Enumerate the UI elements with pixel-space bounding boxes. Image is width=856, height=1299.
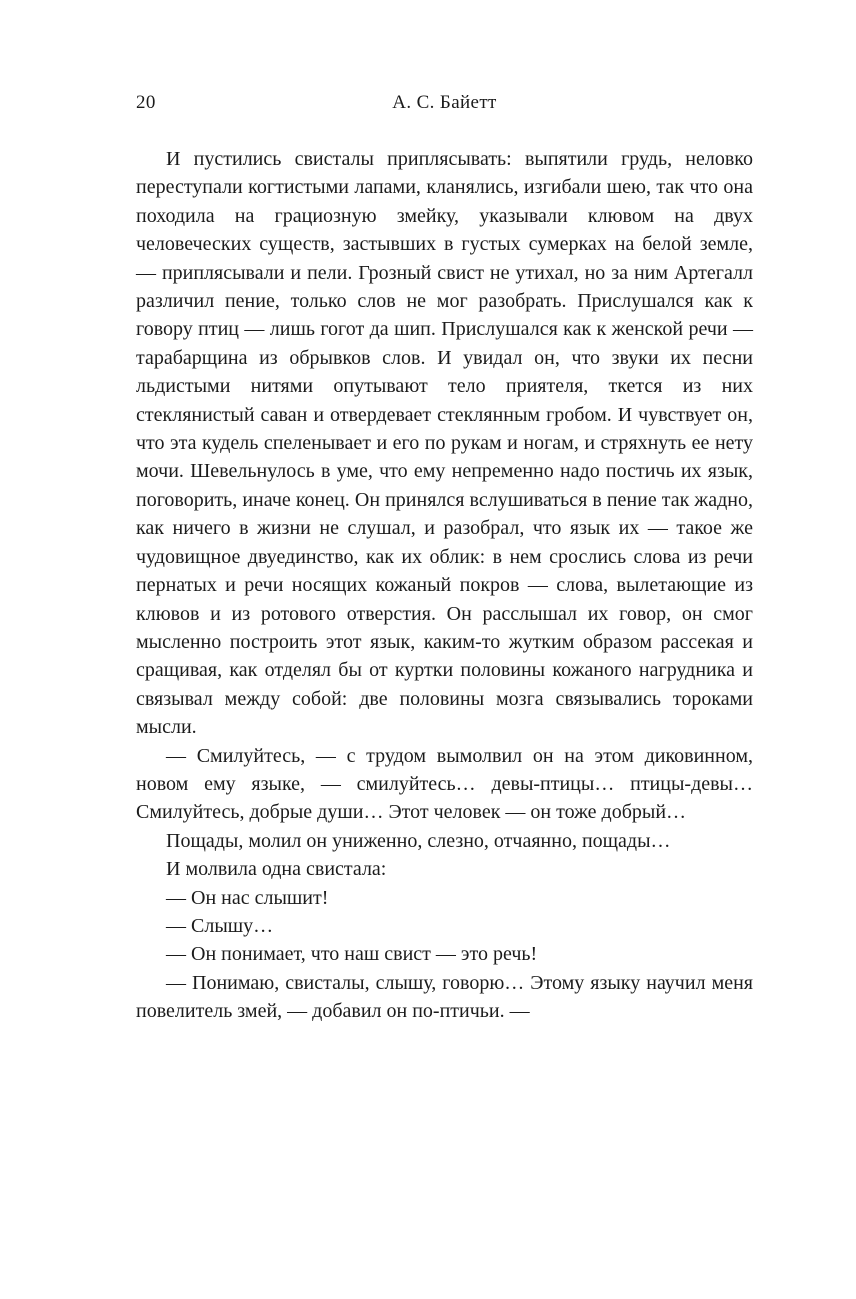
paragraph-dialog: — Смилуйтесь, — с трудом вымолвил он на этом диковинном, новом ему языке, — смилуйтесь… девы-птицы… птицы-девы… Смилуйтесь, добрые души… Этот человек — он тоже добрый… [136, 744, 753, 824]
paragraph: И молвила одна свистала: [166, 858, 387, 881]
paragraph-dialog: — Понимаю, свисталы, слышу, говорю… Этому языку научил меня повелитель змей, — добавил он по-птичьи. — [136, 971, 753, 1023]
paragraph-dialog: — Он нас слышит! [166, 886, 329, 909]
running-header-author: А. С. Байетт [392, 92, 497, 113]
body-text [136, 145, 753, 1026]
page-number: 20 [136, 92, 156, 113]
paragraph: И пустились свисталы приплясывать: выпятили грудь, неловко переступали когтистыми лапами, кланялись, изгибали шею, так что она походила на грациозную змейку, указывали клювом на двух человеческих существ, застывших в густых сумерках на белой земле, — приплясывали и пели. Грозный свист не утихал, но за ним Артегалл различил пение, только слов не мог разобрать. Прислушался как к говору птиц — лишь гогот да шип. Прислушался как к женской речи — тарабарщина из обрывков слов. И увидал он, что звуки их песни льдистыми нитями опутывают тело приятеля, ткется из них стеклянистый саван и отвердевает стеклянным гробом. И чувствует он, что эта кудель спеленывает и его по рукам и ногам, и стряхнуть ее нету мочи. Шевельнулось в уме, что ему непременно надо постичь их язык, поговорить, иначе конец. Он принялся вслушиваться в пение так жадно, как ничего в жизни не слушал, и разобрал, что язык их — такое же чудовищное двуединство, как их облик: в нем срослись слова из речи пернатых и речи носящих кожаный покров — слова, вылетающие из клювов и из ротового отверстия. Он расслышал их говор, он смог мысленно построить этот язык, каким-то жутким образом рассекая и сращивая, как отделял бы от куртки половины кожаного нагрудника и связывал между собой: две половины мозга связывались тороками мысли. [136, 148, 753, 739]
running-header [136, 92, 753, 118]
text-block [136, 92, 753, 1026]
paragraph-dialog: — Слышу… [166, 914, 274, 937]
paragraph-dialog: — Он понимает, что наш свист — это речь! [166, 943, 538, 966]
paragraph: Пощады, молил он униженно, слезно, отчаянно, пощады… [166, 829, 671, 852]
